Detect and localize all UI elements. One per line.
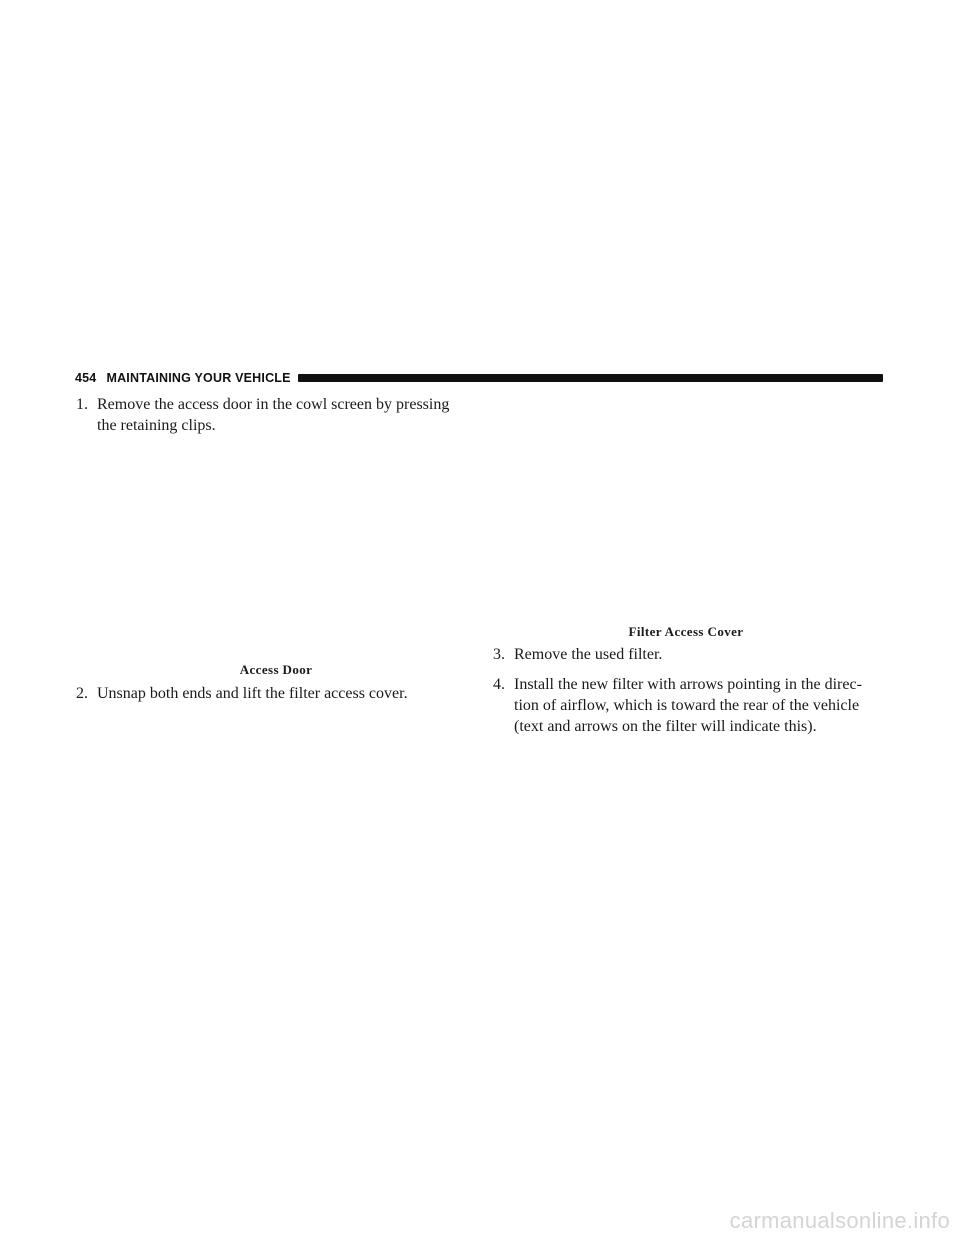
- section-title: MAINTAINING YOUR VEHICLE: [106, 371, 291, 385]
- step-3: [493, 644, 885, 665]
- step-text-continued: (text and arrows on the filter will indicate this).: [514, 718, 817, 735]
- header-rule: [298, 374, 883, 382]
- page-number: 454: [75, 371, 97, 385]
- step-number: 2.: [76, 685, 88, 702]
- step-text: Remove the used filter.: [514, 646, 663, 663]
- step-text-continued: the retaining clips.: [97, 417, 216, 434]
- figure-caption-filter-access-cover: Filter Access Cover: [628, 624, 744, 639]
- page-header: [75, 370, 883, 386]
- filter-access-cover-figure: [490, 392, 882, 617]
- step-text: Install the new filter with arrows pointing in the direc-: [514, 676, 862, 693]
- step-number: 1.: [76, 396, 88, 413]
- step-text: Unsnap both ends and lift the filter access cover.: [97, 685, 408, 702]
- figure-caption-access-door: Access Door: [239, 662, 313, 677]
- access-door-figure: [76, 440, 476, 655]
- step-4: [493, 674, 885, 737]
- step-text: Remove the access door in the cowl screen by pressing: [97, 396, 450, 413]
- watermark: carmanualsonline.info: [729, 1208, 950, 1233]
- step-number: 4.: [493, 676, 505, 693]
- step-2: [76, 683, 476, 704]
- step-text-continued: tion of airflow, which is toward the rear of the vehicle: [514, 697, 860, 714]
- step-number: 3.: [493, 646, 505, 663]
- step-1: [76, 394, 476, 436]
